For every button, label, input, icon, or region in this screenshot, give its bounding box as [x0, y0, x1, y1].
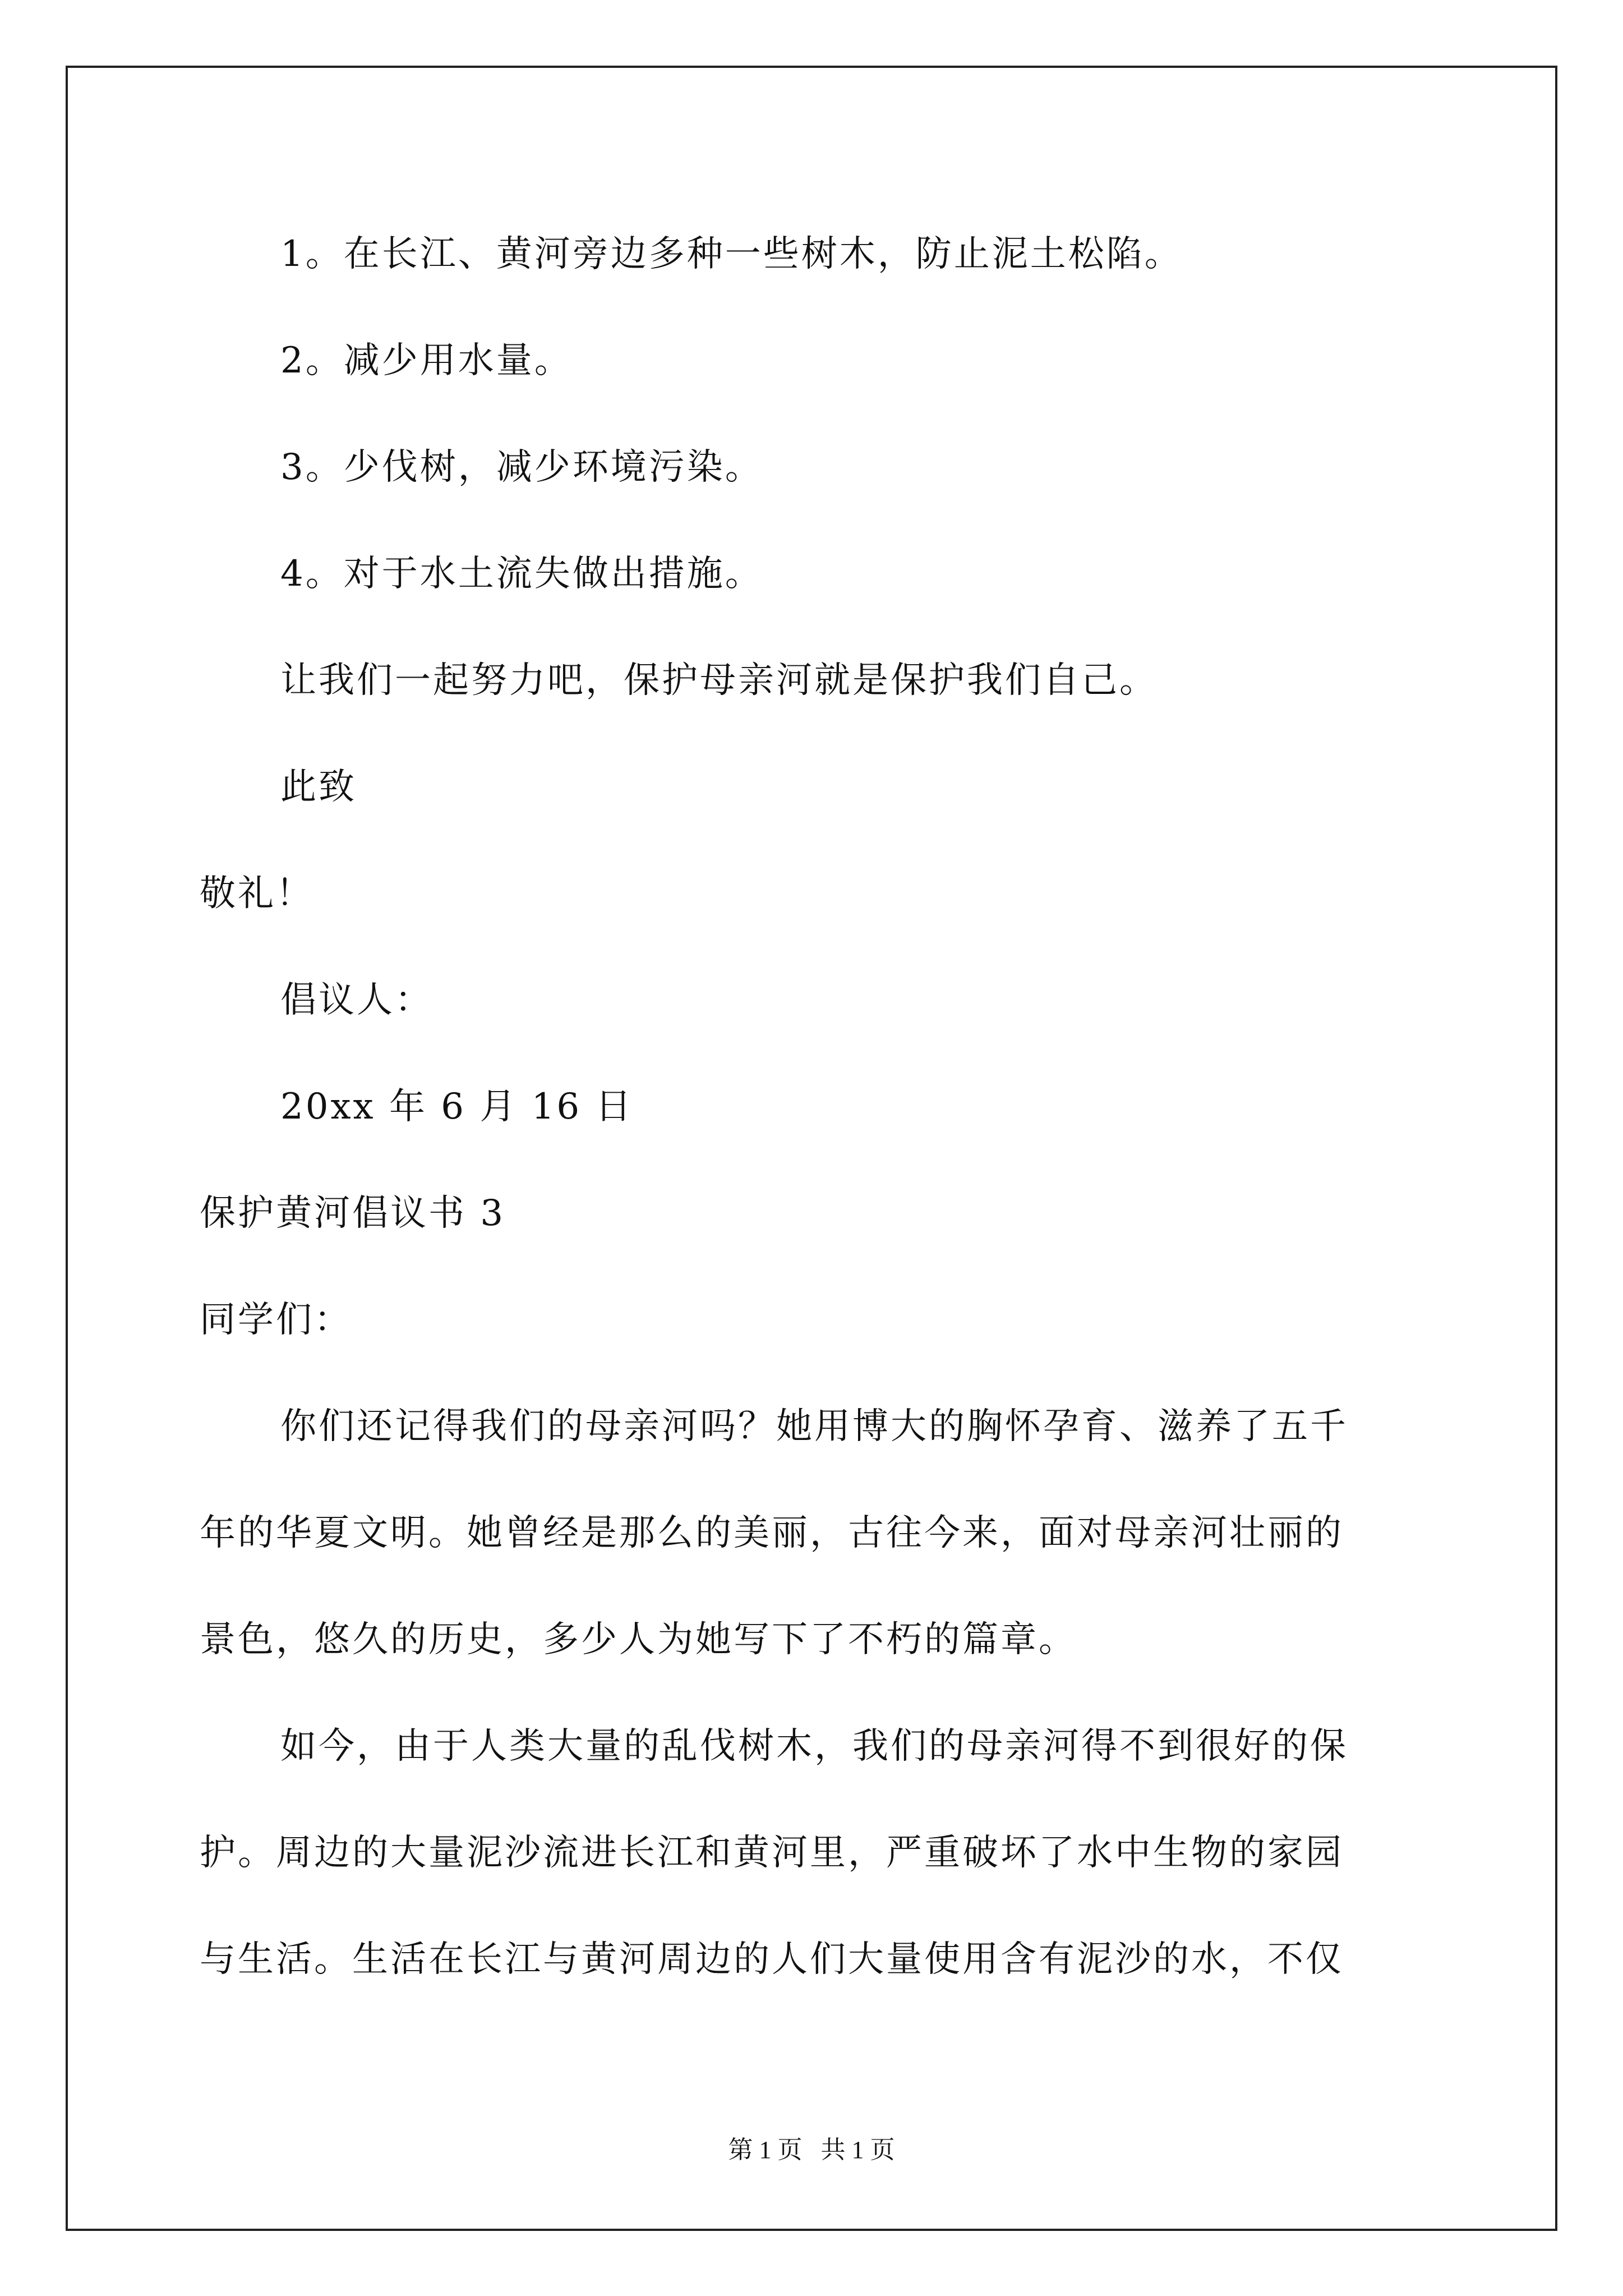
greeting: 同学们：	[200, 1299, 352, 1341]
section-title: 保护黄河倡议书 3	[200, 1193, 506, 1234]
list-item-1: 1。在长江、黄河旁边多种一些树木，防止泥土松陷。	[280, 233, 1183, 275]
paragraph-line: 如今，由于人类大量的乱伐树木，我们的母亲河得不到很好的保	[280, 1726, 1348, 1767]
list-item-2: 2。减少用水量。	[280, 340, 573, 381]
paragraph-line: 与生活。生活在长江与黄河周边的人们大量使用含有泥沙的水，不仅	[200, 1939, 1344, 1980]
page-footer: 第 1 页 共 1 页	[728, 2136, 895, 2164]
list-item-3: 3。少伐树，减少环境污染。	[280, 447, 763, 488]
paragraph-appeal: 让我们一起努力吧，保护母亲河就是保护我们自己。	[280, 660, 1158, 701]
list-item-4: 4。对于水土流失做出措施。	[280, 553, 763, 595]
paragraph-line: 你们还记得我们的母亲河吗？她用博大的胸怀孕育、滋养了五千	[280, 1406, 1348, 1447]
page-border	[66, 66, 1557, 2231]
paragraph-line: 景色，悠久的历史，多少人为她写下了不朽的篇章。	[200, 1619, 1077, 1660]
paragraph-line: 护。周边的大量泥沙流进长江和黄河里，严重破坏了水中生物的家园	[200, 1832, 1344, 1874]
signature-date: 20xx 年 6 月 16 日	[280, 1086, 634, 1128]
closing-salutation: 此致	[280, 766, 357, 808]
closing-regards: 敬礼！	[200, 873, 314, 914]
paragraph-line: 年的华夏文明。她曾经是那么的美丽，古往今来，面对母亲河壮丽的	[200, 1512, 1344, 1554]
signatory-label: 倡议人：	[280, 979, 433, 1021]
